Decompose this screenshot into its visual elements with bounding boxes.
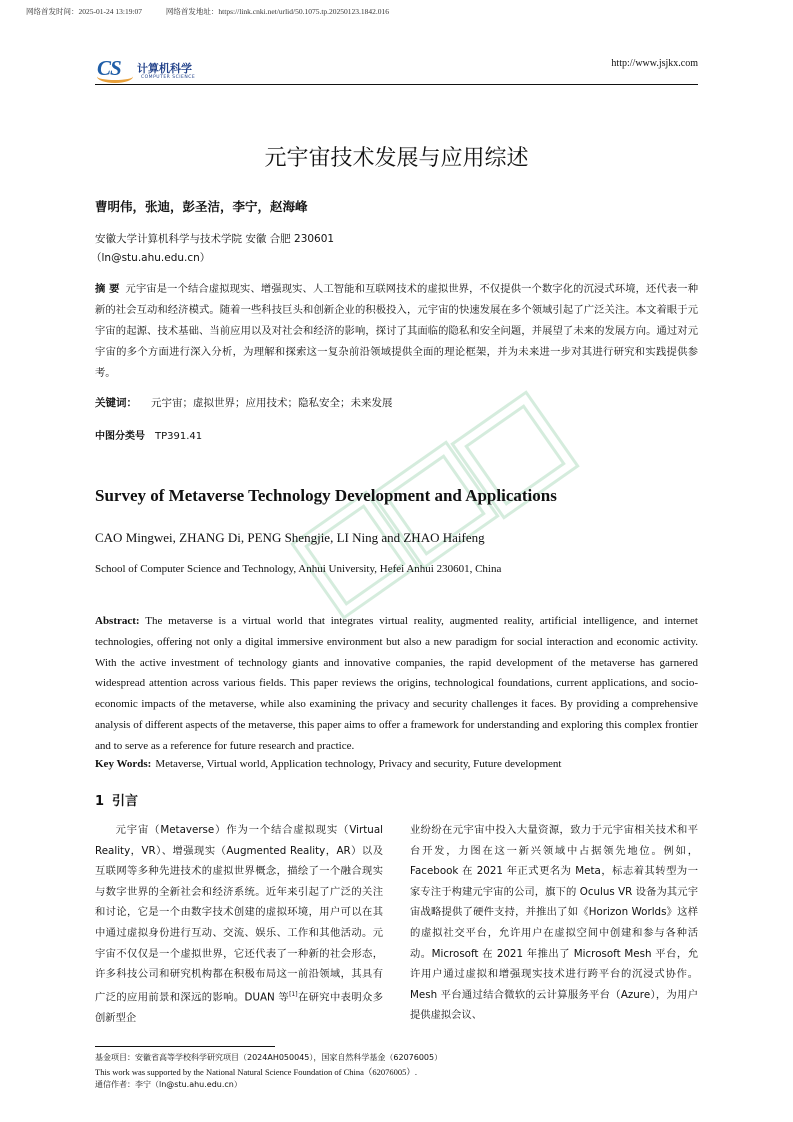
first-publish-meta [26,6,411,17]
body-column-right [410,820,698,1026]
classification-cn [95,427,202,442]
footnote-fund-cn: 基金项目：安徽省高等学校科学研究项目（2024AH050045），国家自然科学基金（62076005） [95,1053,443,1062]
classification-label: 中图分类号 [95,431,145,442]
keywords-cn-text: 元宇宙；虚拟世界；应用技术；隐私安全；未来发展 [151,397,393,409]
affiliation-en: School of Computer Science and Technology, Anhui University, Hefei Anhui 230601, China [95,563,502,575]
abstract-en [95,611,698,757]
abstract-en-text: The metaverse is a virtual world that integrates virtual reality, augmented reality, artificial intelligence, and internet technologies, offering not only a digital immersive environment but also a new paradigm for social interaction and economic activity. With the active investment of technology giants and innovative companies, the rapid development of the metaverse has garnered widespread attention across various fields. This paper reviews the origins, technological foundations, current applications, and socio-economic impacts of the metaverse, while also examining the privacy and security challenges it faces. By providing a comprehensive analysis of different aspects of the metaverse, this paper aims to offer a framework for understanding and exploring this complex frontier and to serve as a reference for future research and practice. [95,615,698,752]
logo-name-cn: 计算机科学 [137,62,192,75]
authors-en: CAO Mingwei, ZHANG Di, PENG Shengjie, LI Ning and ZHAO Haifeng [95,530,485,545]
footnote-corresponding: 通信作者：李宁（ln@stu.ahu.edu.cn） [95,1080,242,1089]
logo-name-en: COMPUTER SCIENCE [141,75,196,80]
section-heading [95,790,146,809]
body-paragraph-right: 业纷纷在元宇宙中投入大量资源，致力于元宇宙相关技术和平台开发，力图在这一新兴领域中占据领先地位。例如，Facebook 在 2021 年正式更名为 Meta，标志着其转型为一家专注于构建元宇宙的公司，旗下的 Oculus VR 设备为其元宇宙战略提供了硬件支持，并推出了如《Horizon Worlds》这样的虚拟社交平台，允许用户在虚拟空间中创建和参与各种活动。Microsoft 在 2021 年推出了 Microsoft Mesh 平台，允许用户通过虚拟和增强现实技术进行跨平台的沉浸式协作。Mesh 平台通过结合微软的云计算服务平台（Azure），为用户提供虚拟会议、 [410,824,698,1022]
abstract-cn [95,279,698,384]
section-number: 1 [95,794,105,809]
first-publish-url: 网络首发地址：https://link.cnki.net/urlid/50.1075.tp.20250123.1842.016 [165,7,390,16]
footnote-divider [95,1046,275,1047]
keywords-cn-label: 关键词： [95,397,137,409]
header-divider [95,84,698,85]
logo-mark: CS [97,56,121,80]
body-left-text-2: 在研究中表明众多创新型企 [95,991,383,1024]
abstract-cn-label: 摘 要 [95,283,120,295]
citation-ref[interactable]: [1] [289,990,298,998]
authors-cn: 曹明伟，张迪，彭圣洁，李宁，赵海峰 [95,199,308,214]
journal-logo [97,56,217,82]
abstract-en-label: Abstract: [95,615,140,627]
affiliation-cn: 安徽大学计算机科学与技术学院 安徽 合肥 230601 [95,233,335,245]
keywords-en-label: Key Words: [95,758,152,770]
body-paragraph-left [95,820,383,1028]
body-column-left [95,820,383,1028]
keywords-en [95,758,561,770]
paper-title-en: Survey of Metaverse Technology Development and Applications [95,486,557,505]
abstract-cn-text: 元宇宙是一个结合虚拟现实、增强现实、人工智能和互联网技术的虚拟世界，不仅提供一个数字化的沉浸式环境，还代表一种新的社会互动和经济模式。随着一些科技巨头和创新企业的积极投入，元宇宙的快速发展在多个领域引起了广泛关注。本文着眼于元宇宙的起源、技术基础、当前应用以及对社会和经济的影响，探讨了其面临的隐私和安全问题，并展望了未来的发展方向。通过对元宇宙的多个方面进行深入分析，为理解和探索这一复杂前沿领域提供全面的理论框架，并为未来进一步对其进行研究和实践提供参考。 [95,283,698,379]
body-left-text-1: 元宇宙（Metaverse）作为一个结合虚拟现实（Virtual Reality，VR）、增强现实（Augmented Reality，AR）以及互联网等多种先进技术的虚拟世界概念，描绘了一个融合现实与数字世界的全新社会和经济系统。近年来引起了广泛的关注和讨论，它是一个由数字技术创建的虚拟环境，用户可以在其中通过虚拟身份进行互动、交流、娱乐、工作和其他活动。元宇宙不仅仅是一个虚拟世界，它还代表了一种新的社会形态，许多科技公司和研究机构都在积极布局这一前沿领域，其具有广泛的应用前景和深远的影响。DUAN 等 [95,824,383,1004]
keywords-en-text: Metaverse, Virtual world, Application technology, Privacy and security, Future development [155,758,562,770]
paper-title-cn: 元宇宙技术发展与应用综述 [264,146,529,171]
journal-url[interactable]: http://www.jsjkx.com [611,58,698,69]
classification-code: TP391.41 [155,431,203,442]
keywords-cn [95,395,393,410]
footnote-fund-en: This work was supported by the National Natural Science Foundation of China（62076005）. [95,1067,417,1077]
section-title: 引言 [112,794,139,809]
email-cn: （ln@stu.ahu.edu.cn） [91,252,211,264]
first-publish-time: 网络首发时间：2025-01-24 13:19:07 [26,7,143,16]
